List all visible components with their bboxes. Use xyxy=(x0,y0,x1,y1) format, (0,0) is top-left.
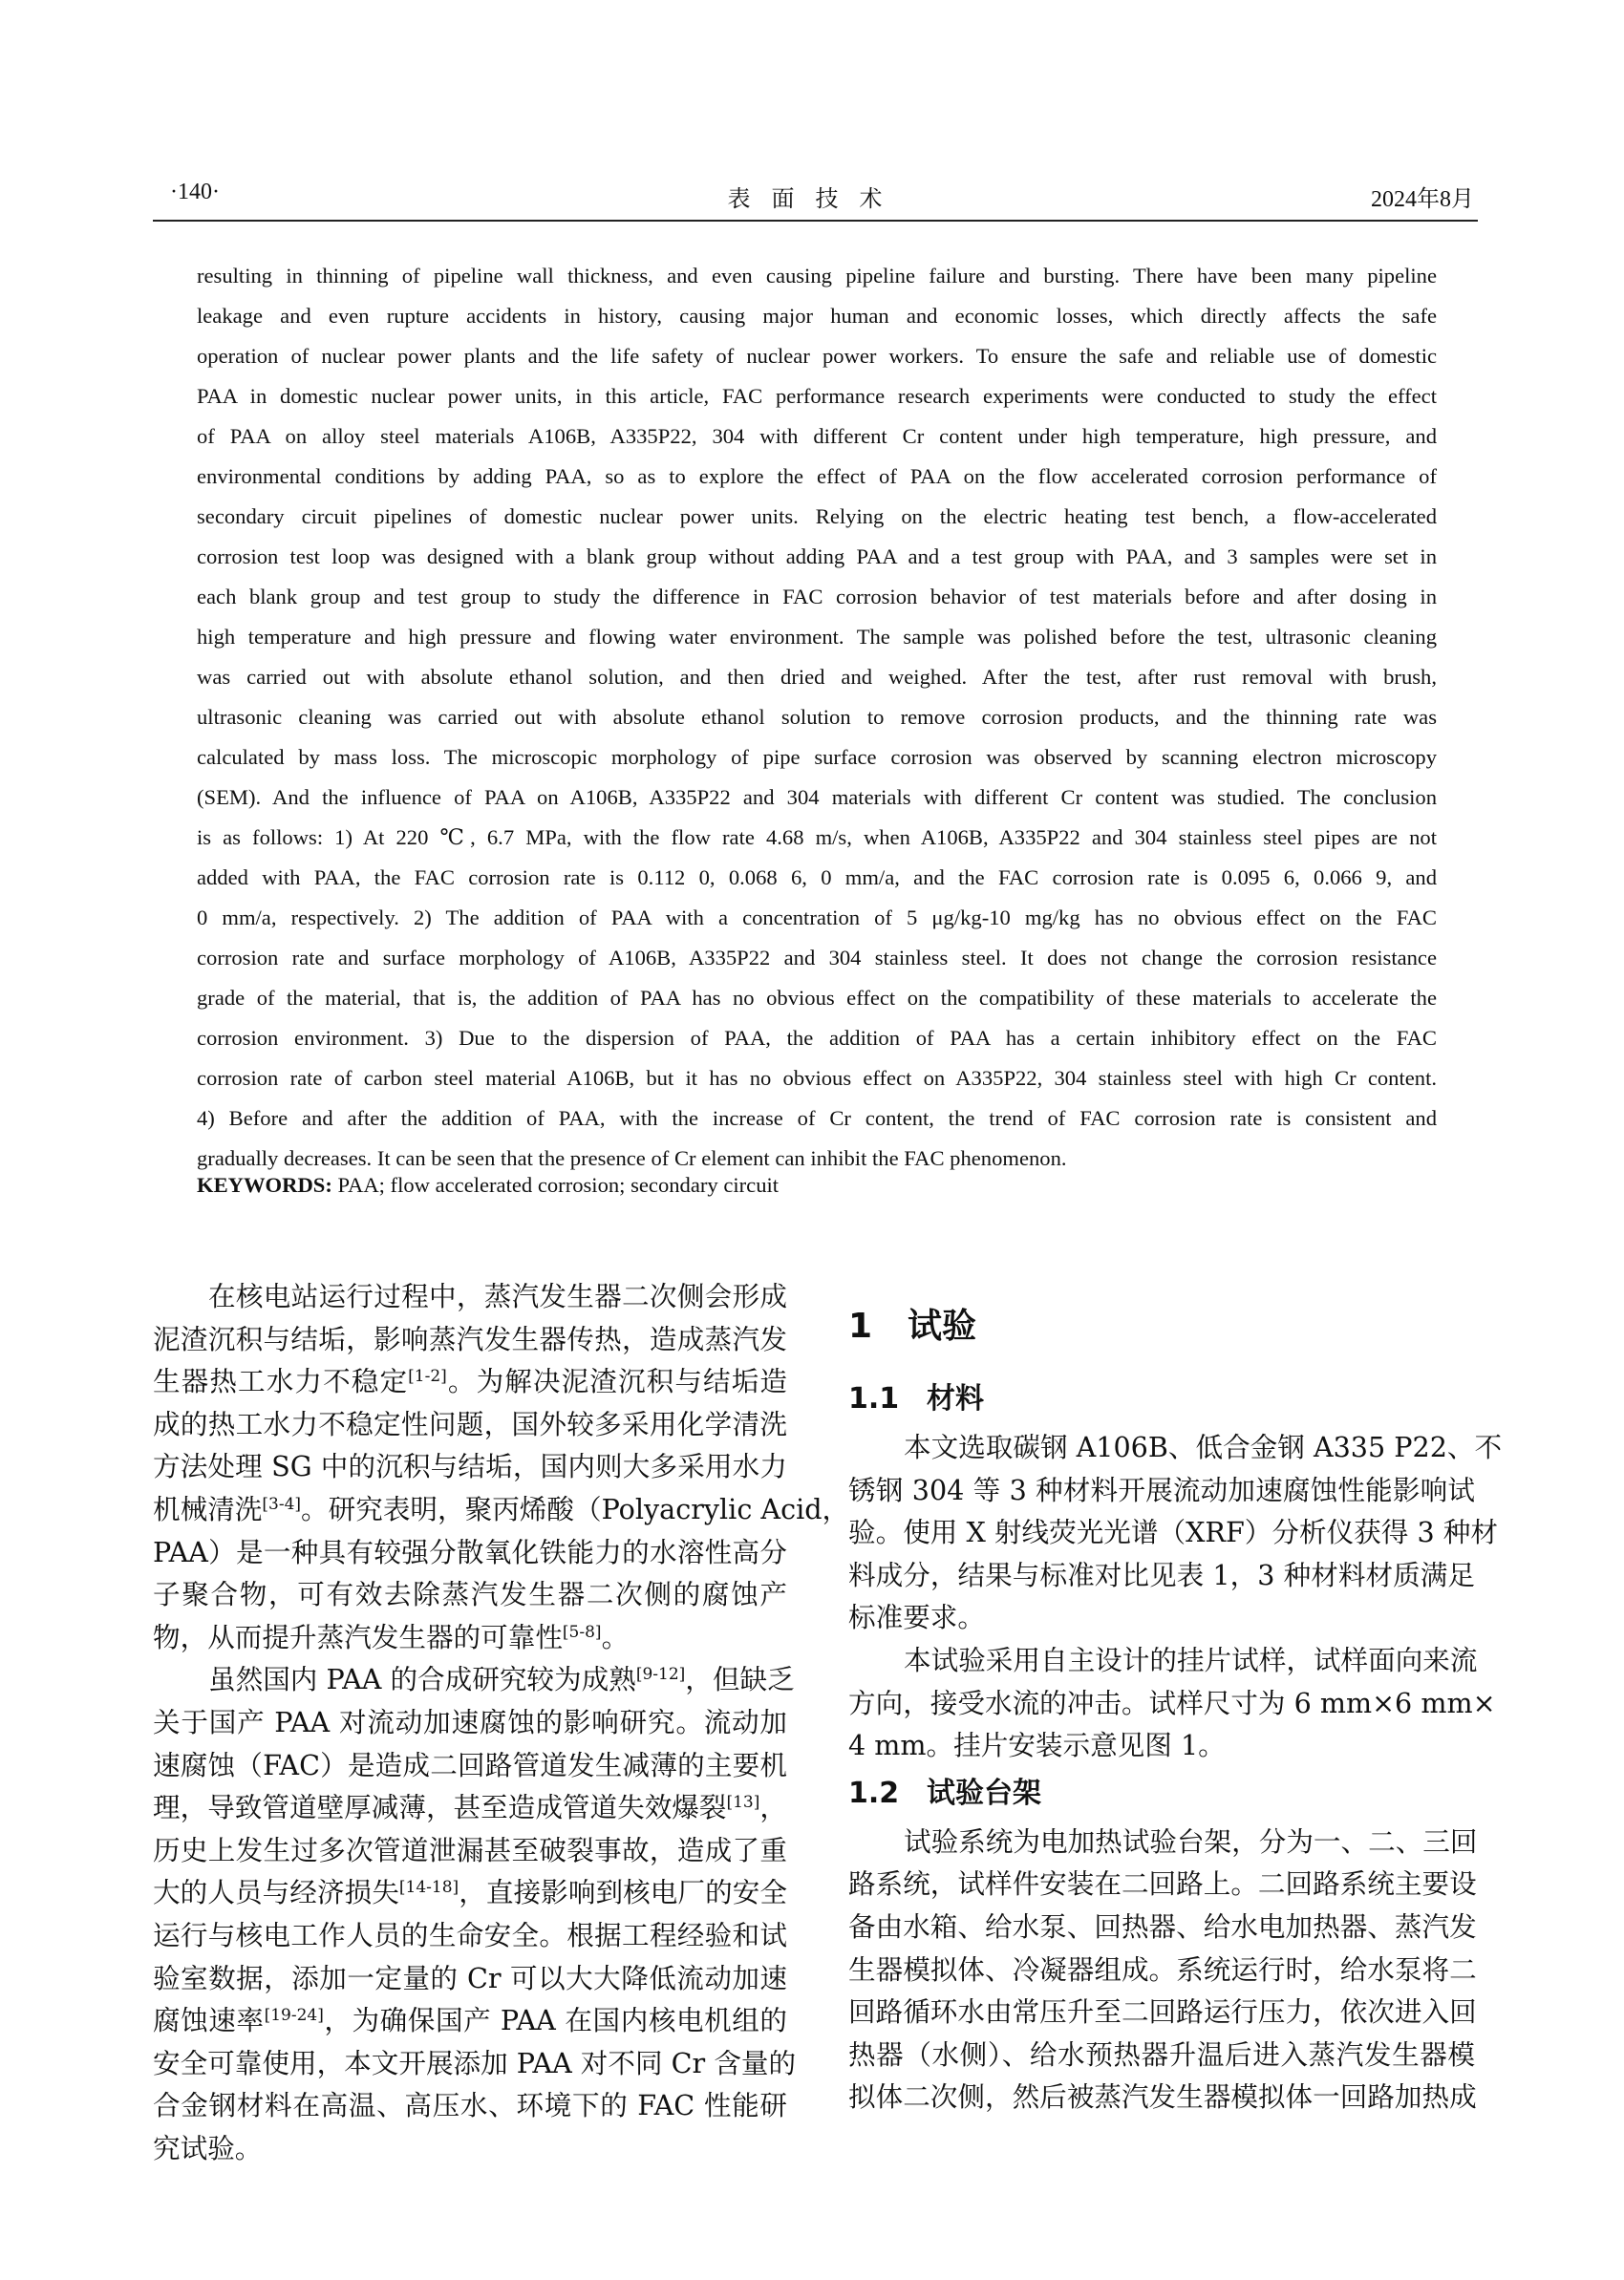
citation: [5-8] xyxy=(562,1622,602,1642)
issue-date: 2024年8月 xyxy=(1371,187,1474,212)
abstract-line: environmental conditions by adding PAA, so as to explore the effect of PAA on the flow accelerated corrosion performance of xyxy=(197,464,1437,488)
text-line: 热器（水侧）、给水预热器升温后进入蒸汽发生器模 xyxy=(848,2037,1475,2071)
subsection-heading-materials xyxy=(848,1378,1475,1420)
abstract-line: corrosion rate of carbon steel material A106B, but it has no obvious effect on A335P22, 304 stainless steel with high Cr content. xyxy=(197,1066,1437,1090)
text-line: 料成分，结果与标准对比见表 1，3 种材料材质满足 xyxy=(848,1558,1475,1591)
abstract-line: calculated by mass loss. The microscopic morphology of pipe surface corrosion was observed by scanning electron microscopy xyxy=(197,745,1437,769)
text-line: 备由水箱、给水泵、回热器、给水电加热器、蒸汽发 xyxy=(848,1909,1477,1943)
english-abstract xyxy=(197,256,1437,1179)
section-heading xyxy=(848,1299,976,1348)
abstract-line: ultrasonic cleaning was carried out with absolute ethanol solution to remove corrosion products, and the thinning rate was xyxy=(197,705,1437,729)
text-line: 4 mm。挂片安装示意见图 1。 xyxy=(848,1729,1226,1762)
text-segment: 生器热工水力不稳定 xyxy=(153,1365,409,1398)
keywords xyxy=(197,1173,779,1198)
text-line: 安全可靠使用，本文开展添加 PAA 对不同 Cr 含量的 xyxy=(153,2046,797,2079)
text-line: 回路循环水由常压升至二回路运行压力，依次进入回 xyxy=(848,1995,1477,2029)
abstract-line: was carried out with absolute ethanol solution, and then dried and weighed. After the test, after rust removal with brush, xyxy=(197,665,1437,689)
subsection-number: 1.1 xyxy=(848,1382,900,1416)
text-line: 验室数据，添加一定量的 Cr 可以大大降低流动加速 xyxy=(153,1961,787,1994)
keywords-text: PAA; flow accelerated corrosion; secondary circuit xyxy=(331,1173,780,1197)
abstract-line: corrosion test loop was designed with a blank group without adding PAA and a test group with PAA, and 3 samples were set in xyxy=(197,544,1437,568)
text-line: 合金钢材料在高温、高压水、环境下的 FAC 性能研 xyxy=(153,2089,787,2122)
text-line xyxy=(153,1360,787,1403)
text-line: 本试验采用自主设计的挂片试样，试样面向来流 xyxy=(904,1643,1478,1676)
text-line: 试验系统为电加热试验台架，分为一、二、三回 xyxy=(904,1824,1478,1858)
text-segment: ，为确保国产 PAA 在国内核电机组的 xyxy=(323,2004,787,2037)
page-header xyxy=(153,178,1478,222)
intro-paragraph-1 xyxy=(153,1275,850,1658)
text-line: 验。使用 X 射线荧光光谱（XRF）分析仪获得 3 种材 xyxy=(848,1516,1498,1549)
abstract-line: corrosion environment. 3) Due to the dispersion of PAA, the addition of PAA has a certain inhibitory effect on the FAC xyxy=(197,1026,1437,1050)
text-segment: ， xyxy=(759,1791,787,1824)
subsection-title: 试验台架 xyxy=(927,1776,1041,1810)
subsection-title: 材料 xyxy=(927,1382,984,1416)
abstract-line: leakage and even rupture accidents in history, causing major human and economic losses, which directly affects the safe xyxy=(197,304,1437,328)
keywords-label: KEYWORDS: xyxy=(197,1173,332,1197)
abstract-line: corrosion rate and surface morphology of A106B, A335P22 and 304 stainless steel. It does not change the corrosion resistance xyxy=(197,946,1437,970)
abstract-line: high temperature and high pressure and flowing water environment. The sample was polished before the test, ultrasonic cleaning xyxy=(197,625,1437,649)
text-line: 路系统，试样件安装在二回路上。二回路系统主要设 xyxy=(848,1867,1477,1901)
section-title: 试验 xyxy=(908,1307,977,1346)
abstract-line: is as follows: 1) At 220 ℃, 6.7 MPa, with the flow rate 4.68 m/s, when A106B, A335P22 and 304 stainless steel pipes are not xyxy=(197,825,1437,849)
abstract-line: secondary circuit pipelines of domestic nuclear power units. Relying on the electric heating test bench, a flow-accelerated xyxy=(197,504,1437,528)
text-segment: ，直接影响到核电厂的安全 xyxy=(459,1876,787,1909)
text-segment: 机械清洗 xyxy=(153,1492,263,1525)
citation: [3-4] xyxy=(262,1494,302,1514)
text-segment: 腐蚀速率 xyxy=(153,2004,265,2037)
text-line xyxy=(153,1658,795,1701)
text-line xyxy=(153,1999,787,2042)
abstract-line: operation of nuclear power plants and the life safety of nuclear power workers. To ensure the safe and reliable use of domestic xyxy=(197,344,1437,368)
journal-name: 表面技术 xyxy=(727,187,904,212)
intro-paragraph-2 xyxy=(153,1658,797,2169)
materials-paragraph-2 xyxy=(848,1639,1496,1767)
abstract-line: gradually decreases. It can be seen that the presence of Cr element can inhibit the FAC phenomenon. xyxy=(197,1146,1067,1170)
text-line xyxy=(153,1488,850,1531)
test-bench-paragraph xyxy=(848,1821,1478,2119)
text-segment: 。为解决泥渣沉积与结垢造 xyxy=(446,1365,787,1398)
text-line: 子聚合物，可有效去除蒸汽发生器二次侧的腐蚀产 xyxy=(153,1578,787,1611)
abstract-line: resulting in thinning of pipeline wall thickness, and even causing pipeline failure and bursting. There have been many pipeline xyxy=(197,264,1437,288)
text-line: 泥渣沉积与结垢，影响蒸汽发生器传热，造成蒸汽发 xyxy=(153,1322,787,1355)
text-line: PAA）是一种具有较强分散氧化铁能力的水溶性高分 xyxy=(153,1535,787,1568)
citation: [19-24] xyxy=(264,2006,324,2026)
text-line: 拟体二次侧，然后被蒸汽发生器模拟体一回路加热成 xyxy=(848,2080,1477,2114)
abstract-line: 4) Before and after the addition of PAA, with the increase of Cr content, the trend of FAC corrosion rate is consistent and xyxy=(197,1106,1437,1130)
text-segment: 理，导致管道壁厚减薄，甚至造成管道失效爆裂 xyxy=(153,1791,727,1824)
text-line: 运行与核电工作人员的生命安全。根据工程经验和试 xyxy=(153,1918,787,1951)
text-segment: 。 xyxy=(601,1620,630,1653)
section-number: 1 xyxy=(848,1307,873,1346)
left-column xyxy=(153,1275,850,2169)
text-line: 在核电站运行过程中，蒸汽发生器二次侧会形成 xyxy=(208,1280,787,1312)
text-line: 本文选取碳钢 A106B、低合金钢 A335 P22、不 xyxy=(904,1431,1503,1463)
citation: [14-18] xyxy=(398,1878,459,1898)
text-segment: ，但缺乏 xyxy=(685,1663,795,1696)
abstract-line: added with PAA, the FAC corrosion rate is 0.112 0, 0.068 6, 0 mm/a, and the FAC corrosion rate is 0.095 6, 0.066 9, and xyxy=(197,865,1437,889)
text-segment: 大的人员与经济损失 xyxy=(153,1876,399,1909)
abstract-line: each blank group and test group to study the difference in FAC corrosion behavior of test materials before and after dosing in xyxy=(197,585,1437,608)
text-line: 历史上发生过多次管道泄漏甚至破裂事故，造成了重 xyxy=(153,1833,787,1866)
text-line: 速腐蚀（FAC）是造成二回路管道发生减薄的主要机 xyxy=(153,1748,787,1781)
text-line: 成的热工水力不稳定性问题，国外较多采用化学清洗 xyxy=(153,1407,787,1440)
abstract-line: (SEM). And the influence of PAA on A106B, A335P22 and 304 materials with different Cr content was studied. The conclusion xyxy=(197,785,1437,809)
text-segment: 虽然国内 PAA 的合成研究较为成熟 xyxy=(208,1663,636,1696)
abstract-line: 0 mm/a, respectively. 2) The addition of PAA with a concentration of 5 μg/kg-10 mg/kg has no obvious effect on the FAC xyxy=(197,906,1437,929)
abstract-line: PAA in domestic nuclear power units, in this article, FAC performance research experiments were conducted to study the effect xyxy=(197,384,1437,408)
text-line: 关于国产 PAA 对流动加速腐蚀的影响研究。流动加 xyxy=(153,1705,787,1738)
citation: [9-12] xyxy=(635,1665,686,1685)
text-line xyxy=(153,1786,787,1829)
page-number: ·140· xyxy=(170,180,220,204)
text-segment: 。研究表明，聚丙烯酸（Polyacrylic Acid， xyxy=(301,1492,850,1525)
subsection-heading-test-bench xyxy=(848,1773,1475,1815)
text-line xyxy=(153,1871,787,1914)
right-column xyxy=(848,1378,1503,2119)
text-line: 锈钢 304 等 3 种材料开展流动加速腐蚀性能影响试 xyxy=(848,1473,1475,1506)
citation: [1-2] xyxy=(408,1367,447,1387)
materials-paragraph-1 xyxy=(848,1426,1503,1639)
subsection-number: 1.2 xyxy=(848,1776,900,1810)
text-line: 方法处理 SG 中的沉积与结垢，国内则大多采用水力 xyxy=(153,1450,787,1483)
citation: [13] xyxy=(726,1793,760,1813)
text-line: 生器模拟体、冷凝器组成。系统运行时，给水泵将二 xyxy=(848,1952,1477,1986)
text-line xyxy=(153,1616,787,1659)
text-line: 方向，接受水流的冲击。试样尺寸为 6 mm×6 mm× xyxy=(848,1686,1496,1719)
text-line: 标准要求。 xyxy=(848,1601,985,1634)
abstract-line: of PAA on alloy steel materials A106B, A335P22, 304 with different Cr content under high temperature, high pressure, and xyxy=(197,424,1437,448)
text-segment: 物，从而提升蒸汽发生器的可靠性 xyxy=(153,1620,563,1653)
abstract-line: grade of the material, that is, the addition of PAA has no obvious effect on the compatibility of these materials to accelerate the xyxy=(197,986,1437,1010)
text-line: 究试验。 xyxy=(153,2131,263,2164)
